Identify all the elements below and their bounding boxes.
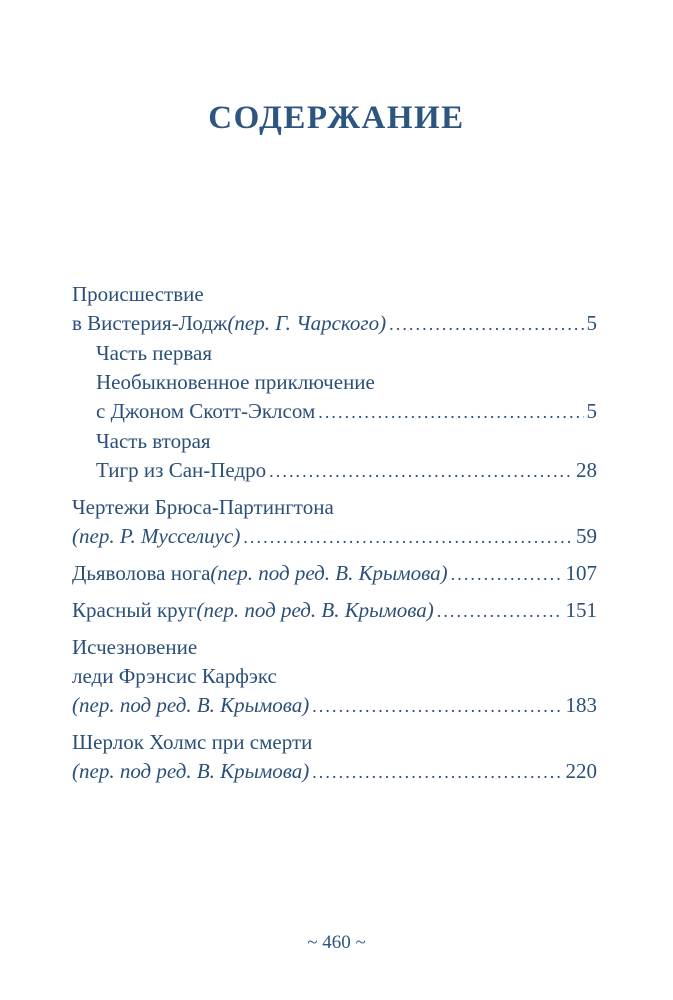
page-folio: ~ 460 ~ [307, 932, 366, 953]
entry-translator: (пер. Г. Чарского) [227, 311, 387, 335]
entry-title: леди Фрэнсис Карфэкс [72, 664, 277, 688]
dot-leader [318, 398, 583, 427]
entry-translator: (пер. под ред. В. Крымова) [210, 561, 448, 585]
toc-entry-wisteria-lodge[interactable] [72, 280, 597, 486]
entry-title: в Вистерия-Лодж [72, 311, 228, 335]
part-label: Часть вторая [96, 429, 211, 453]
toc-entry-dying-detective[interactable] [72, 728, 597, 787]
page-title: СОДЕРЖАНИЕ [208, 100, 465, 136]
page-number: 220 [565, 759, 597, 783]
page-number: 151 [565, 598, 597, 622]
table-of-contents [72, 280, 597, 787]
part-label: Часть первая [96, 341, 212, 365]
entry-translator: (пер. под ред. В. Крымова) [72, 759, 310, 783]
page-number: 5 [586, 311, 597, 335]
part-title: с Джоном Скотт-Эклсом [96, 399, 316, 423]
dot-leader [389, 310, 583, 339]
dot-leader [312, 692, 562, 721]
entry-title: Исчезновение [72, 635, 198, 659]
toc-entry-red-circle[interactable] [72, 596, 597, 626]
page-number: 28 [576, 458, 597, 482]
dot-leader [437, 597, 563, 626]
part-title: Необыкновенное приключение [96, 370, 375, 394]
page-number: 107 [565, 561, 597, 585]
part-title: Тигр из Сан-Педро [96, 458, 267, 482]
entry-title: Красный круг [72, 598, 197, 622]
page-number: 5 [586, 399, 597, 423]
entry-translator: (пер. Р. Мусселиус) [72, 524, 241, 548]
toc-entry-lady-frances-carfax[interactable] [72, 633, 597, 721]
dot-leader [451, 560, 563, 589]
dot-leader [312, 758, 562, 787]
page-number: 183 [565, 693, 597, 717]
toc-entry-bruce-partington[interactable] [72, 493, 597, 552]
entry-title: Дьяволова нога [72, 561, 211, 585]
entry-title: Чертежи Брюса-Партингтона [72, 495, 334, 519]
page-number: 59 [576, 524, 597, 548]
entry-title: Происшествие [72, 282, 204, 306]
entry-translator: (пер. под ред. В. Крымова) [196, 598, 434, 622]
entry-title: Шерлок Холмс при смерти [72, 730, 313, 754]
toc-entry-devils-foot[interactable] [72, 559, 597, 589]
dot-leader [243, 523, 573, 552]
dot-leader [269, 457, 573, 486]
entry-translator: (пер. под ред. В. Крымова) [72, 693, 310, 717]
